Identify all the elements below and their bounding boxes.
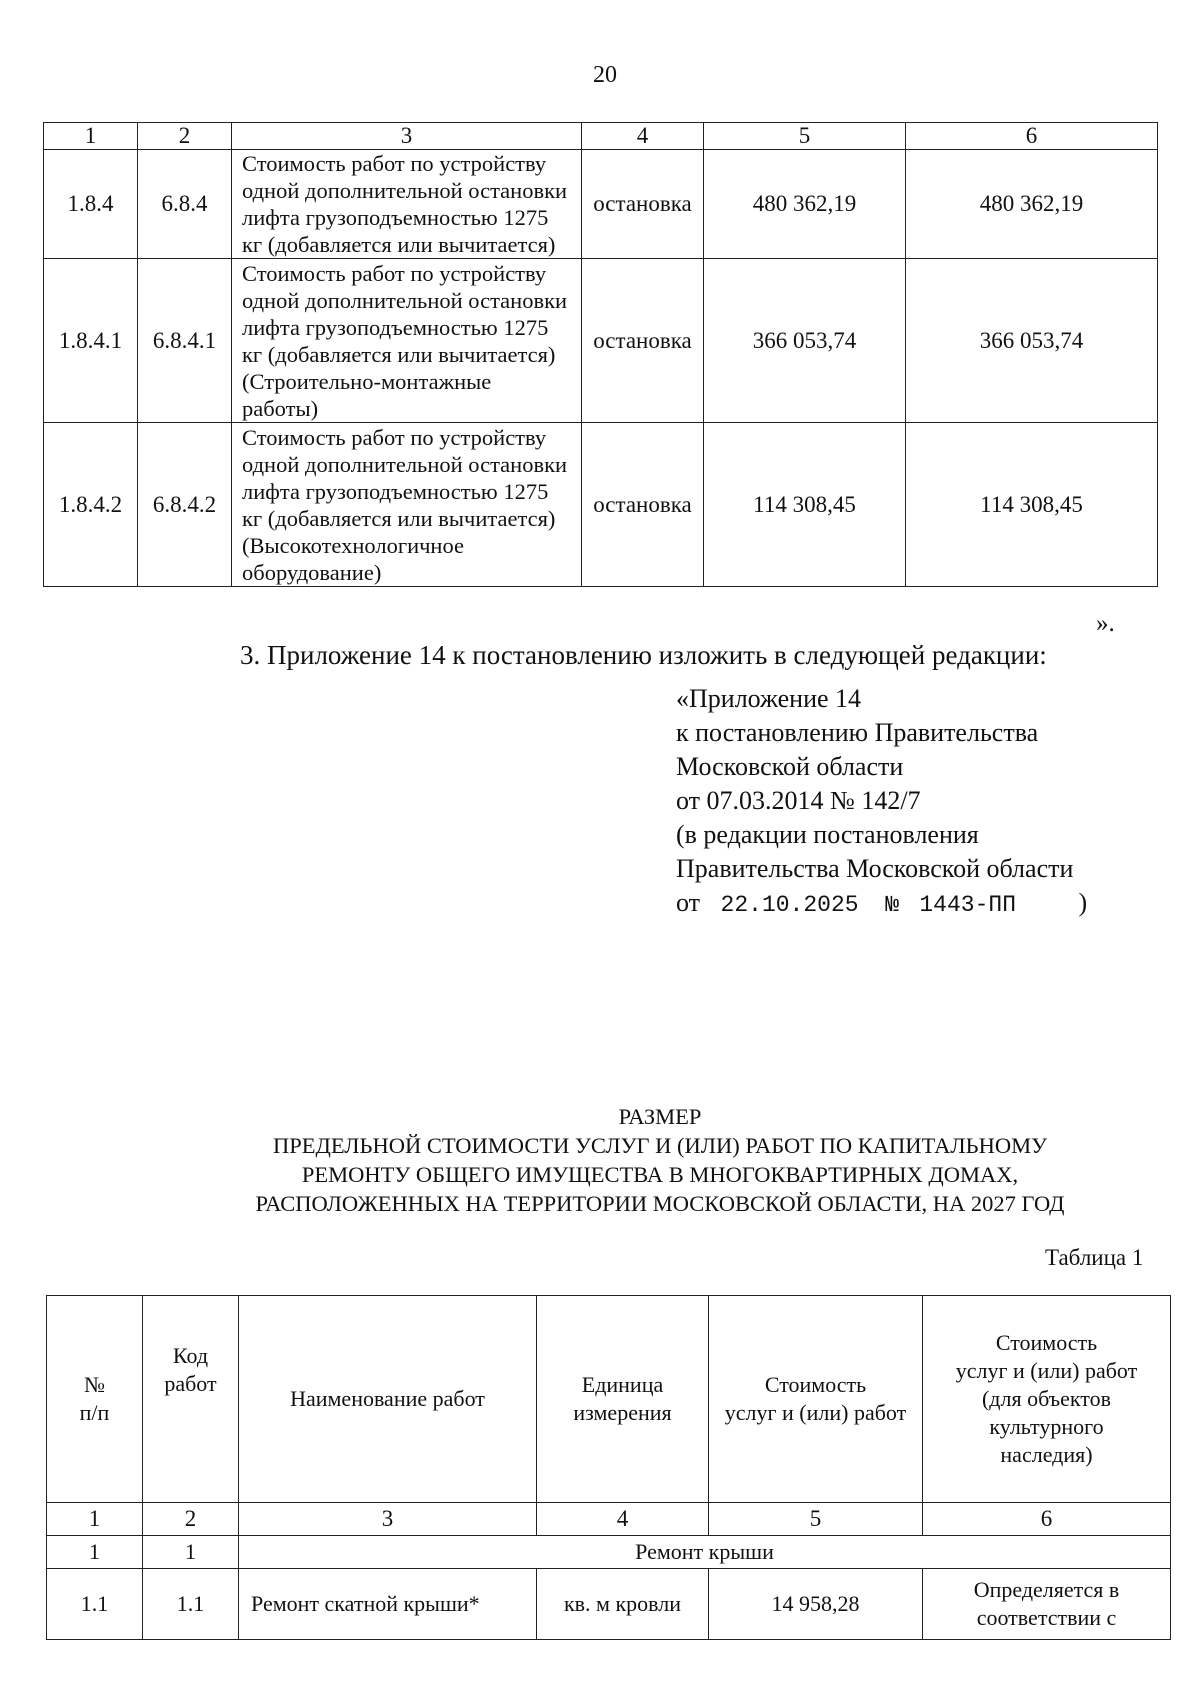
work-code: 6.8.4.2 [138,423,232,587]
appendix-header [676,682,1087,922]
unit-cell: остановка [582,423,704,587]
header-line: Стоимость [995,1330,1098,1355]
column-number-row [47,1503,1171,1536]
description-line: кг (добавляется или вычитается) [242,341,556,367]
decree-number: 1443-ПП [919,892,1016,918]
description-line: одной дополнительной остановки [242,451,568,477]
header-line: услуг и (или) работ [955,1358,1138,1383]
header-line: Стоимость [764,1372,867,1397]
row-number: 1.8.4 [44,150,138,259]
appendix-line: Правительства Московской области [676,854,1074,883]
appendix-line: Московской области [676,752,904,781]
section-row [47,1536,1171,1569]
heritage-cost-cell [923,1569,1171,1640]
header-line: Код [172,1343,209,1368]
header-line: работ [164,1371,217,1396]
col-number: 5 [704,123,906,150]
description-line: (Строительно-монтажные [242,368,492,394]
col-number: 5 [709,1503,923,1536]
header-line: услуг и (или) работ [724,1400,907,1425]
header-line: культурного [989,1414,1104,1439]
closing-paren: ) [1078,888,1088,917]
heritage-line: Определяется в [973,1577,1120,1602]
table-row [44,259,1158,423]
section-code: 1 [143,1536,239,1569]
description-line: Стоимость работ по устройству [242,151,547,176]
header-line: Единица [581,1372,664,1397]
header-line: № [84,1372,105,1397]
work-code: 6.8.4 [138,150,232,259]
description-line: Стоимость работ по устройству [242,260,547,286]
description-line: лифта грузоподъемностью 1275 [242,205,549,230]
title-line: РАСПОЛОЖЕННЫХ НА ТЕРРИТОРИИ МОСКОВСКОЙ ОБЛАСТИ, НА 2027 ГОД [255,1191,1065,1216]
col-number: 2 [143,1503,239,1536]
col-number: 6 [906,123,1158,150]
col-number: 3 [232,123,582,150]
heritage-cost-cell: 114 308,45 [906,423,1158,587]
work-name: Ремонт скатной крыши* [239,1569,537,1640]
description-line: (Высокотехнологичное [242,532,464,558]
unit-cell: кв. м кровли [537,1569,709,1640]
clause-text: 3. Приложение 14 к постановлению изложить в следующей редакции: [240,640,1047,670]
header-row [47,1296,1171,1503]
appendix-date-line [676,886,1087,922]
col-number: 6 [923,1503,1171,1536]
unit-cell: остановка [582,259,704,423]
header-line: измерения [573,1400,672,1425]
header-heritage-cost [923,1296,1171,1503]
document-title [0,1102,1200,1218]
title-line: РЕМОНТУ ОБЩЕГО ИМУЩЕСТВА В МНОГОКВАРТИРНЫХ ДОМАХ, [301,1162,1019,1187]
section-number: 1 [47,1536,143,1569]
table-row [44,150,1158,259]
col-number: 4 [537,1503,709,1536]
header-number [47,1296,143,1503]
number-sign: № [885,892,899,918]
appendix-line: к постановлению Правительства [676,718,1039,747]
row-number: 1.1 [47,1569,143,1640]
description-line: одной дополнительной остановки [242,178,568,203]
col-number: 4 [582,123,704,150]
cost-cell: 14 958,28 [709,1569,923,1640]
col-number: 2 [138,123,232,150]
table-row [47,1569,1171,1640]
section-title: Ремонт крыши [239,1536,1171,1569]
description-line: кг (добавляется или вычитается) [242,505,556,531]
work-code: 1.1 [143,1569,239,1640]
header-line: наследия) [1000,1442,1093,1467]
title-line: РАЗМЕР [618,1104,702,1129]
heritage-cost-cell: 366 053,74 [906,259,1158,423]
unit-cell: остановка [582,150,704,259]
description-line: одной дополнительной остановки [242,287,568,313]
decree-date: 22.10.2025 [720,892,859,918]
col-number: 1 [47,1503,143,1536]
table-row [44,423,1158,587]
work-description [232,259,582,423]
date-prefix: от [676,888,701,917]
header-line: (для объектов [981,1386,1111,1411]
cost-cell: 114 308,45 [704,423,906,587]
col-number: 3 [239,1503,537,1536]
closing-quote: ». [1096,610,1115,637]
row-number: 1.8.4.2 [44,423,138,587]
cost-cell: 366 053,74 [704,259,906,423]
table-caption: Таблица 1 [1045,1245,1144,1270]
elevator-cost-table [43,122,1158,587]
appendix-line: (в редакции постановления [676,820,979,849]
description-line: лифта грузоподъемностью 1275 [242,478,549,504]
description-line: Стоимость работ по устройству [242,424,547,450]
appendix-line: от 07.03.2014 № 142/7 [676,786,921,815]
header-line: Наименование работ [290,1386,485,1411]
work-description [232,150,582,259]
col-number: 1 [44,123,138,150]
header-code [143,1296,239,1503]
page-number: 20 [593,62,617,88]
header-line: п/п [79,1400,110,1425]
title-line: ПРЕДЕЛЬНОЙ СТОИМОСТИ УСЛУГ И (ИЛИ) РАБОТ ПО КАПИТАЛЬНОМУ [272,1133,1048,1158]
heritage-cost-cell: 480 362,19 [906,150,1158,259]
description-line: кг (добавляется или вычитается) [242,232,556,257]
appendix-line: «Приложение 14 [676,684,862,713]
row-number: 1.8.4.1 [44,259,138,423]
description-line: работы) [242,395,319,421]
description-line: лифта грузоподъемностью 1275 [242,314,549,340]
heritage-line: соответствии с [976,1605,1117,1630]
header-cost [709,1296,923,1503]
column-number-row [44,123,1158,150]
cost-cell: 480 362,19 [704,150,906,259]
work-description [232,423,582,587]
header-name [239,1296,537,1503]
description-line: оборудование) [242,559,382,585]
work-code: 6.8.4.1 [138,259,232,423]
cost-limit-table [46,1295,1171,1640]
header-unit [537,1296,709,1503]
